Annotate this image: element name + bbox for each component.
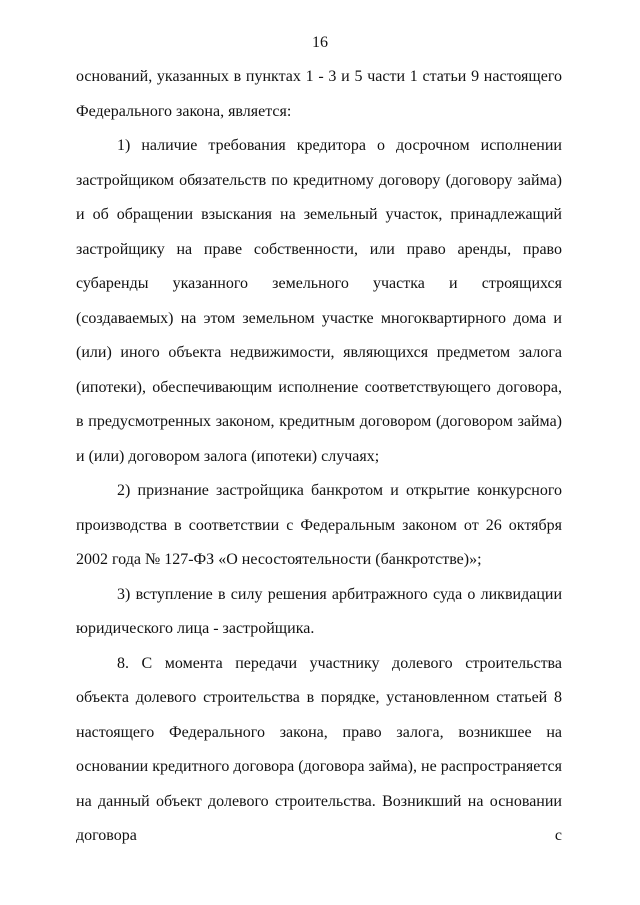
- paragraph-section-8: 8. С момента передачи участнику долевого строительства объекта долевого строительства в порядке, установленном статьей 8 настоящего Федерального закона, право залога, возникшее на основании кредитного договора (договора займа), не распространяется на данный объект долевого строительства. Возникший на основании договора с: [76, 654, 562, 844]
- document-body: [76, 60, 562, 854]
- paragraph-continuation: оснований, указанных в пунктах 1 - 3 и 5 части 1 статьи 9 настоящего Федерального закона, является:: [76, 68, 562, 120]
- paragraph-item-3: 3) вступление в силу решения арбитражного суда о ликвидации юридического лица - застройщика.: [76, 585, 562, 637]
- page-number: 16: [312, 34, 328, 51]
- paragraph-item-2: 2) признание застройщика банкротом и открытие конкурсного производства в соответствии с Федеральным законом от 26 октября 2002 года № 127-ФЗ «О несостоятельности (банкротстве)»;: [76, 482, 562, 568]
- paragraph-item-1: 1) наличие требования кредитора о досрочном исполнении застройщиком обязательств по кредитному договору (договору займа) и об обращении взыскания на земельный участок, принадлежащий застройщику на праве собственности, или право аренды, право субаренды указанного земельного участка и строящихся (создаваемых) на этом земельном участке многоквартирного дома и (или) иного объекта недвижимости, являющихся предметом залога (ипотеки), обеспечивающим исполнение соответствующего договора, в предусмотренных законом, кредитным договором (договором займа) и (или) договором залога (ипотеки) случаях;: [76, 137, 562, 465]
